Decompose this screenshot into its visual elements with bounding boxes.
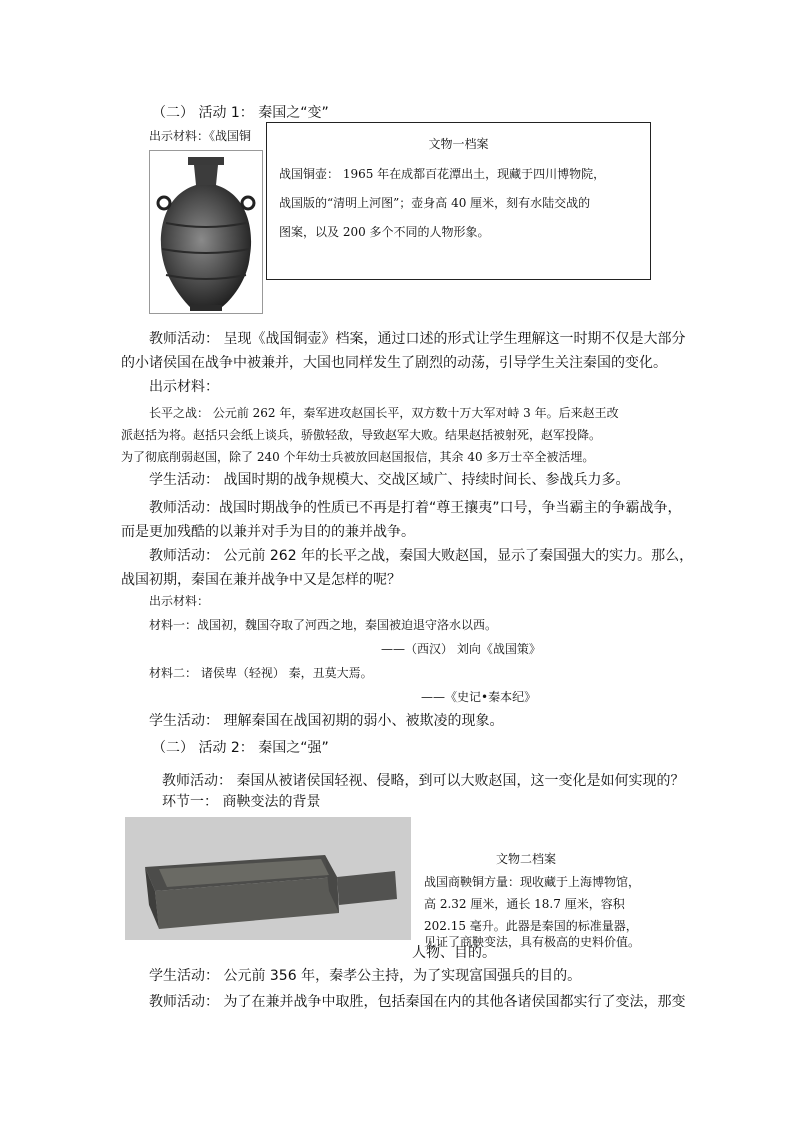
archive2-line: 202.15 毫升。此器是秦国的标准量器， bbox=[424, 919, 638, 933]
source2-text: 材料二： 诸侯卑（轻视） 秦，丑莫大焉。 bbox=[149, 666, 373, 680]
teacher-activity-text: 战国初期，秦国在兼并战争中又是怎样的呢？ bbox=[121, 572, 401, 588]
student-activity-text: 学生活动： 公元前 356 年，秦孝公主持，为了实现富国强兵的目的。 bbox=[149, 968, 582, 984]
teacher-activity-text: 教师活动：战国时期战争的性质已不再是打着“尊王攘夷”口号，争当霸主的争霸战争， bbox=[149, 500, 682, 516]
teacher-activity-text: 教师活动： 公元前 262 年的长平之战，秦国大败赵国，显示了秦国强大的实力。那么， bbox=[149, 548, 694, 564]
archive2-line: 见证了商鞅变法，具有极高的史料价值。 bbox=[424, 935, 641, 949]
material-intro: 出示材料：《战国铜 bbox=[149, 129, 252, 143]
teacher-activity-text: 教师活动： 为了在兼并战争中取胜，包括秦国在内的其他各诸侯国都实行了变法，那变 bbox=[149, 994, 686, 1010]
student-activity-text: 学生活动： 战国时期的战争规模大、交战区域广、持续时间长、参战兵力多。 bbox=[149, 472, 630, 488]
source1-citation: ——（西汉） 刘向《战国策》 bbox=[381, 642, 541, 656]
activity2-heading: （二） 活动 2： 秦国之“强” bbox=[152, 740, 329, 756]
archive1-box bbox=[266, 122, 651, 280]
student-activity-text: 学生活动： 理解秦国在战国初期的弱小、被欺凌的现象。 bbox=[149, 713, 504, 729]
activity1-heading: （二） 活动 1： 秦国之“变” bbox=[152, 105, 329, 121]
archive1-line: 战国铜壶： 1965 年在成都百花潭出土，现藏于四川博物院， bbox=[279, 167, 606, 181]
material-label: 出示材料： bbox=[149, 379, 219, 395]
bronze-vase-icon bbox=[150, 151, 262, 313]
teacher-activity-text: 的小诸侯国在战争中被兼并，大国也同样发生了剧烈的动荡，引导学生关注秦国的变化。 bbox=[121, 355, 667, 371]
changping-text: 长平之战： 公元前 262 年，秦军进攻赵国长平，双方数十万大军对峙 3 年。后来赵王改 bbox=[149, 406, 619, 420]
changping-text: 为了彻底削弱赵国，除了 240 个年幼士兵被放回赵国报信，其余 40 多万士卒全被活埋。 bbox=[121, 450, 595, 464]
bronze-measure-icon bbox=[125, 817, 411, 940]
archive2-title: 文物二档案 bbox=[496, 852, 557, 866]
archive2-line: 高 2.32 厘米，通长 18.7 厘米，容积 bbox=[424, 897, 625, 911]
bronze-vase-image bbox=[149, 150, 263, 314]
archive1-title: 文物一档案 bbox=[428, 137, 489, 151]
teacher-activity-text: 而是更加残酷的以兼并对手为目的的兼并战争。 bbox=[121, 524, 415, 540]
teacher-activity-text: 教师活动： 秦国从被诸侯国轻视、侵略，到可以大败赵国，这一变化是如何实现的？ bbox=[162, 773, 685, 789]
archive2-line: 战国商鞅铜方量：现收藏于上海博物馆， bbox=[424, 875, 641, 889]
bronze-measure-image bbox=[125, 817, 411, 940]
source1-text: 材料一：战国初，魏国夺取了河西之地，秦国被迫退守洛水以西。 bbox=[149, 618, 498, 632]
overlap-text: 人物、目的。 bbox=[412, 945, 496, 961]
archive1-line: 图案，以及 200 多个不同的人物形象。 bbox=[279, 225, 490, 239]
archive1-line: 战国版的“清明上河图”；壶身高 40 厘米，刻有水陆交战的 bbox=[279, 196, 591, 210]
changping-text: 派赵括为将。赵括只会纸上谈兵，骄傲轻敌，导致赵军大败。结果赵括被射死，赵军投降。 bbox=[121, 428, 602, 442]
material-label: 出示材料： bbox=[149, 594, 210, 608]
section-heading: 环节一： 商鞅变法的背景 bbox=[162, 794, 321, 810]
teacher-activity-text: 教师活动： 呈现《战国铜壶》档案，通过口述的形式让学生理解这一时期不仅是大部分 bbox=[149, 331, 686, 347]
source2-citation: ——《史记•秦本纪》 bbox=[421, 690, 537, 704]
